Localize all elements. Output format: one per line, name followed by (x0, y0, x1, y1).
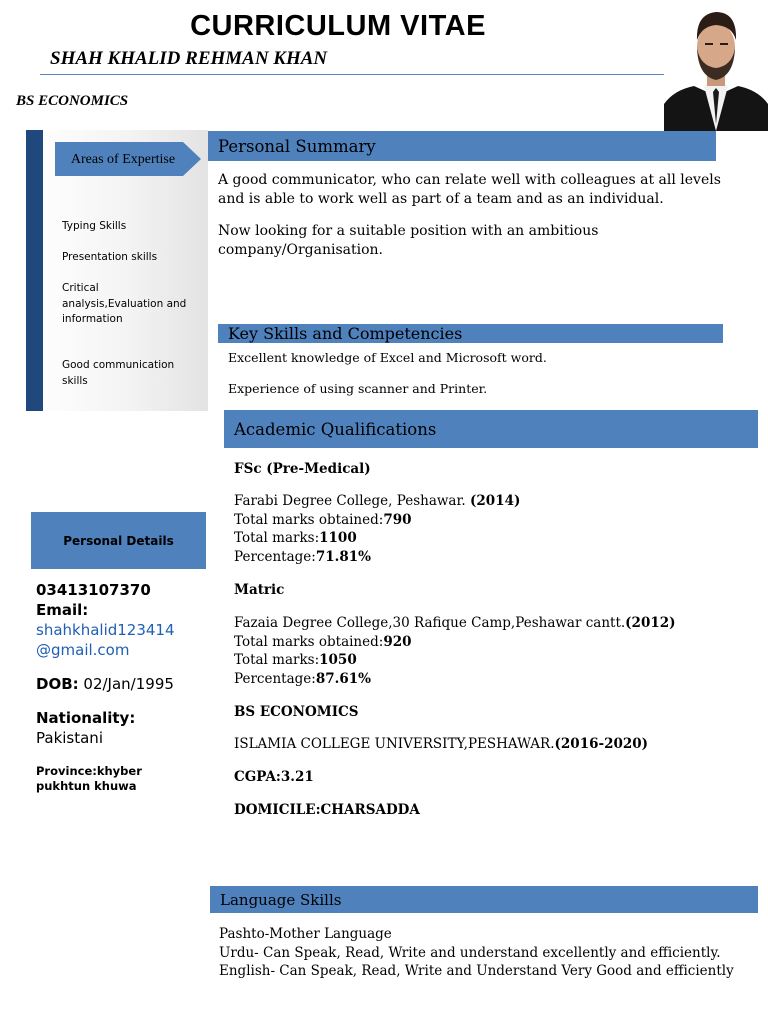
expertise-item: Presentation skills (62, 251, 158, 263)
language-list (219, 925, 734, 981)
bs-university-line (234, 735, 648, 754)
degree-label: BS ECONOMICS (16, 93, 129, 109)
sidebar-accent-bar (26, 130, 43, 411)
matric-title: Matric (234, 582, 285, 598)
matric-college: Fazaia Degree College,30 Rafique Camp,Peshawar cantt. (234, 615, 626, 631)
language-item: English- Can Speak, Read, Write and Understand Very Good and efficiently (219, 963, 734, 979)
province (36, 764, 142, 794)
personal-details-heading: Personal Details (31, 512, 206, 569)
email-label: Email: (36, 601, 89, 619)
matric-pct-label: Percentage: (234, 670, 316, 687)
page-title: CURRICULUM VITAE (190, 10, 486, 42)
dob-line (36, 674, 174, 694)
fsc-pct-label: Percentage: (234, 548, 316, 565)
bs-title: BS ECONOMICS (234, 704, 359, 720)
bs-university: ISLAMIA COLLEGE UNIVERSITY,PESHAWAR. (234, 736, 555, 752)
matric-total-label: Total marks: (234, 652, 320, 668)
fsc-title: FSc (Pre-Medical) (234, 461, 371, 477)
expertise-heading: Areas of Expertise (70, 151, 176, 167)
expertise-item: Typing Skills (62, 220, 127, 232)
province-line: pukhtun khuwa (36, 779, 137, 793)
fsc-details (234, 492, 520, 566)
fsc-college: Farabi Degree College, Peshawar. (234, 493, 471, 509)
matric-total: 1050 (319, 652, 357, 668)
email-line: @gmail.com (36, 641, 130, 659)
dob-value: 02/Jan/1995 (78, 675, 174, 693)
phone-number: 03413107370 (36, 581, 151, 599)
bs-year: (2016-2020) (554, 736, 649, 752)
nationality-label: Nationality: (36, 709, 136, 727)
fsc-year: (2014) (470, 493, 521, 509)
language-heading: Language Skills (210, 886, 758, 913)
matric-obtained-label: Total marks obtained: (234, 633, 384, 650)
email-line: shahkhalid123414 (36, 621, 175, 639)
skill-item: Excellent knowledge of Excel and Microsoft word. (228, 350, 547, 365)
candidate-name: SHAH KHALID REHMAN KHAN (50, 48, 328, 69)
matric-details (234, 614, 676, 688)
skills-heading: Key Skills and Competencies (218, 324, 723, 343)
header-divider (40, 74, 664, 75)
province-line: Province:khyber (36, 764, 142, 778)
dob-label: DOB: (36, 675, 79, 693)
profile-photo (664, 0, 768, 131)
fsc-obtained-label: Total marks obtained: (234, 511, 384, 528)
summary-paragraph: Now looking for a suitable position with an ambitious company/Organisation. (218, 223, 599, 258)
email-link[interactable] (36, 620, 175, 660)
summary-heading: Personal Summary (208, 131, 716, 161)
matric-year: (2012) (625, 615, 676, 631)
academic-heading: Academic Qualifications (224, 410, 758, 448)
fsc-pct: 71.81% (315, 548, 371, 565)
cgpa: CGPA:3.21 (234, 769, 314, 785)
fsc-total-label: Total marks: (234, 530, 320, 546)
matric-pct: 87.61% (315, 670, 371, 687)
expertise-item: Critical analysis,Evaluation and information (62, 282, 187, 325)
skill-item: Experience of using scanner and Printer. (228, 381, 488, 396)
fsc-obtained: 790 (383, 511, 412, 528)
fsc-total: 1100 (319, 530, 357, 546)
summary-paragraph: A good communicator, who can relate well with colleagues at all levels and is able to work well as part of a team and as an individual. (218, 172, 721, 207)
nationality-value: Pakistani (36, 729, 103, 747)
language-item: Urdu- Can Speak, Read, Write and understand excellently and efficiently. (219, 944, 721, 961)
domicile: DOMICILE:CHARSADDA (234, 802, 420, 818)
expertise-item: Good communication skills (62, 359, 175, 387)
language-item: Pashto-Mother Language (219, 926, 392, 942)
matric-obtained: 920 (383, 633, 412, 650)
